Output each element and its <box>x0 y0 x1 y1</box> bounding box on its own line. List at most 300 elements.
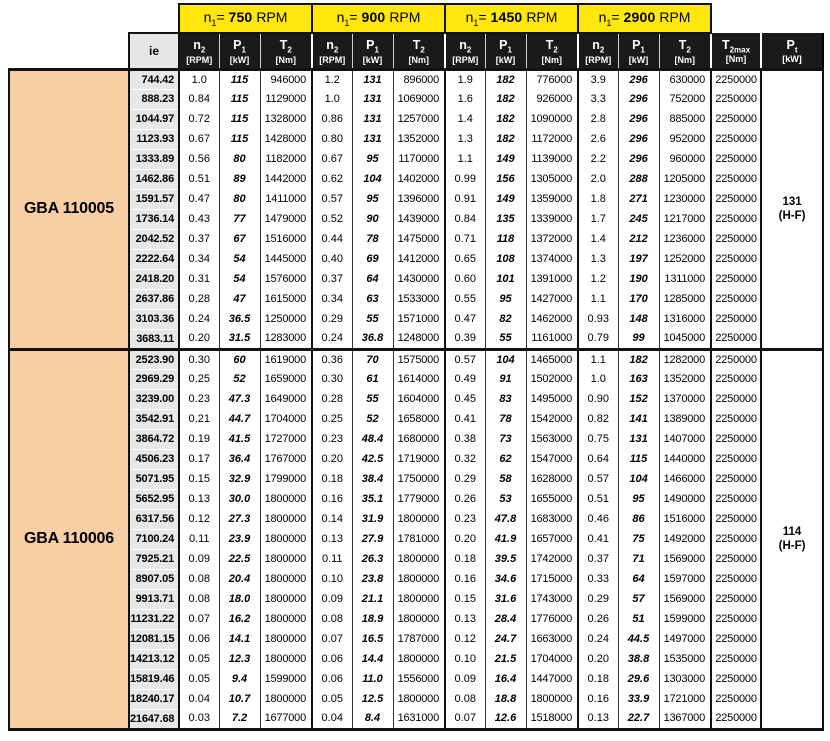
ie-value: 8907.05 <box>129 569 179 589</box>
t2max-value: 2250000 <box>711 689 761 709</box>
t2-value: 1628000 <box>526 469 578 489</box>
table-row <box>9 209 823 229</box>
t2-value: 1800000 <box>393 509 445 529</box>
p1-value: 63 <box>352 289 393 309</box>
n2-value: 0.23 <box>312 429 352 449</box>
n2-value: 0.37 <box>312 269 352 289</box>
n2-value: 0.40 <box>312 249 352 269</box>
unit-label: [Nm] <box>408 54 429 65</box>
p1-value: 54 <box>219 249 260 269</box>
p1-value: 182 <box>485 109 526 129</box>
ie-value: 1591.57 <box>129 189 179 209</box>
t2max-value: 2250000 <box>711 609 761 629</box>
n2-value: 0.05 <box>179 649 219 669</box>
p1-value: 152 <box>618 389 659 409</box>
p1-value: 7.2 <box>219 709 260 729</box>
n2-value: 1.1 <box>578 349 618 369</box>
col-symbol: $T_2$ <box>412 38 425 55</box>
n2-value: 0.72 <box>179 109 219 129</box>
n2-value: 0.18 <box>312 469 352 489</box>
t2-value: 1800000 <box>260 689 312 709</box>
n2-value: 0.26 <box>445 489 485 509</box>
n2-value: 2.6 <box>578 129 618 149</box>
n2-value: 0.67 <box>179 129 219 149</box>
n2-value: 0.84 <box>445 209 485 229</box>
n2-value: 0.05 <box>179 669 219 689</box>
n2-value: 0.21 <box>179 409 219 429</box>
t2-value: 1800000 <box>260 509 312 529</box>
t2max-value: 2250000 <box>711 449 761 469</box>
n2-value: 0.71 <box>445 229 485 249</box>
ie-value: 1123.93 <box>129 129 179 149</box>
t2-value: 1677000 <box>260 709 312 729</box>
t2-value: 1205000 <box>659 169 711 189</box>
n2-value: 0.05 <box>312 689 352 709</box>
t2-value: 1352000 <box>393 129 445 149</box>
t2-value: 1663000 <box>526 629 578 649</box>
p1-value: 55 <box>352 389 393 409</box>
p1-value: 95 <box>352 149 393 169</box>
t2max-value: 2250000 <box>711 369 761 389</box>
n2-value: 0.14 <box>312 509 352 529</box>
n2-value: 0.52 <box>312 209 352 229</box>
p1-value: 54 <box>219 269 260 289</box>
t2max-value: 2250000 <box>711 269 761 289</box>
ie-value: 3542.91 <box>129 409 179 429</box>
p1-value: 115 <box>219 69 260 89</box>
t2-value: 1412000 <box>393 249 445 269</box>
n2-value: 0.11 <box>312 549 352 569</box>
p1-value: 30.0 <box>219 489 260 509</box>
col-symbol: $P_t$ <box>786 37 798 55</box>
unit-label: [Nm] <box>541 54 562 65</box>
p1-value: 23.8 <box>352 569 393 589</box>
table-row <box>9 389 823 409</box>
n2-value: 1.0 <box>312 89 352 109</box>
t2-value: 1800000 <box>393 589 445 609</box>
n2-value: 1.4 <box>445 109 485 129</box>
t2-value: 1283000 <box>260 329 312 349</box>
p1-value: 95 <box>618 489 659 509</box>
n2-value: 0.15 <box>445 589 485 609</box>
p1-value: 163 <box>618 369 659 389</box>
ie-value: 18240.17 <box>129 689 179 709</box>
n2-value: 1.0 <box>179 69 219 89</box>
t2-value: 1767000 <box>260 449 312 469</box>
p1-value: 36.8 <box>352 329 393 349</box>
n2-value: 0.30 <box>179 349 219 369</box>
unit-label: [kW] <box>229 54 250 65</box>
t2-value: 1800000 <box>260 529 312 549</box>
t2-value: 1597000 <box>659 569 711 589</box>
t2-value: 1311000 <box>659 269 711 289</box>
t2-value: 1614000 <box>393 369 445 389</box>
t2-value: 1658000 <box>393 409 445 429</box>
table-row <box>9 169 823 189</box>
t2-value: 630000 <box>659 69 711 89</box>
p1-value: 47.8 <box>485 509 526 529</box>
n2-value: 0.06 <box>312 649 352 669</box>
n2-value: 0.06 <box>179 629 219 649</box>
t2-value: 1776000 <box>526 609 578 629</box>
t2-value: 1250000 <box>260 309 312 329</box>
p1-value: 95 <box>352 189 393 209</box>
p1-value: 48.4 <box>352 429 393 449</box>
n2-value: 0.26 <box>578 609 618 629</box>
unit-label: [RPM] <box>186 54 213 65</box>
top-right-blank <box>711 4 823 33</box>
t2max-value: 2250000 <box>711 669 761 689</box>
ie-value: 9913.71 <box>129 589 179 609</box>
t2-value: 1139000 <box>526 149 578 169</box>
t2-value: 1370000 <box>659 389 711 409</box>
t2max-value: 2250000 <box>711 389 761 409</box>
t2-value: 1389000 <box>659 409 711 429</box>
t2-value: 1430000 <box>393 269 445 289</box>
ie-value: 3683.11 <box>129 329 179 349</box>
n2-value: 0.13 <box>179 489 219 509</box>
p1-value: 288 <box>618 169 659 189</box>
n2-value: 2.0 <box>578 169 618 189</box>
ie-column-header: ie <box>129 33 179 69</box>
t2-value: 1518000 <box>526 709 578 729</box>
t2-value: 1655000 <box>526 489 578 509</box>
p1-value: 156 <box>485 169 526 189</box>
n2-value: 0.34 <box>312 289 352 309</box>
n2-value: 0.19 <box>179 429 219 449</box>
t2-value: 1372000 <box>526 229 578 249</box>
t2-value: 1407000 <box>659 429 711 449</box>
n2-value: 0.65 <box>445 249 485 269</box>
unit-label: [Nm] <box>674 54 696 65</box>
ie-value: 14213.12 <box>129 649 179 669</box>
n2-value: 1.8 <box>578 189 618 209</box>
p1-value: 20.4 <box>219 569 260 589</box>
p1-value: 32.9 <box>219 469 260 489</box>
t2-value: 1402000 <box>393 169 445 189</box>
n2-value: 0.08 <box>312 609 352 629</box>
n2-value: 0.41 <box>445 409 485 429</box>
p1-value: 86 <box>618 509 659 529</box>
p1-value: 12.5 <box>352 689 393 709</box>
t2-value: 1680000 <box>393 429 445 449</box>
n2-value: 0.57 <box>312 189 352 209</box>
p1-value: 149 <box>485 149 526 169</box>
t2-value: 960000 <box>659 149 711 169</box>
n2-value: 0.55 <box>445 289 485 309</box>
col-symbol: $P_1$ <box>499 38 512 55</box>
col-header-t2-750 <box>260 33 312 69</box>
t2-value: 1490000 <box>659 489 711 509</box>
n2-value: 1.6 <box>445 89 485 109</box>
t2-value: 1569000 <box>659 549 711 569</box>
ie-value: 744.42 <box>129 69 179 89</box>
p1-value: 70 <box>352 349 393 369</box>
ie-value: 5071.95 <box>129 469 179 489</box>
n2-value: 0.24 <box>312 329 352 349</box>
p1-value: 62 <box>485 449 526 469</box>
col-header-t2-1450 <box>526 33 578 69</box>
n2-value: 0.20 <box>312 449 352 469</box>
ie-value: 3239.00 <box>129 389 179 409</box>
t2max-value: 2250000 <box>711 709 761 729</box>
table-row <box>9 709 823 729</box>
n2-value: 0.09 <box>445 669 485 689</box>
n2-value: 0.75 <box>578 429 618 449</box>
col-header-t2-2900 <box>659 33 711 69</box>
n2-value: 0.04 <box>312 709 352 729</box>
p1-value: 149 <box>485 189 526 209</box>
unit-label: [kW] <box>362 54 383 65</box>
n2-value: 1.2 <box>578 269 618 289</box>
t2max-value: 2250000 <box>711 349 761 369</box>
table-row <box>9 689 823 709</box>
table-row <box>9 229 823 249</box>
p1-value: 148 <box>618 309 659 329</box>
ie-value: 3864.72 <box>129 429 179 449</box>
gearbox-ratings-table <box>8 3 824 731</box>
t2-value: 1182000 <box>260 149 312 169</box>
n2-value: 3.9 <box>578 69 618 89</box>
p1-value: 9.4 <box>219 669 260 689</box>
t2max-value: 2250000 <box>711 489 761 509</box>
n2-value: 0.03 <box>179 709 219 729</box>
p1-value: 41.9 <box>485 529 526 549</box>
t2-value: 1604000 <box>393 389 445 409</box>
table-row <box>9 289 823 309</box>
t2max-value: 2250000 <box>711 289 761 309</box>
n2-value: 0.13 <box>312 529 352 549</box>
n2-value: 0.28 <box>179 289 219 309</box>
t2-value: 1547000 <box>526 449 578 469</box>
p1-value: 131 <box>352 69 393 89</box>
col-symbol: $n_2$ <box>592 38 605 55</box>
unit-label: [kW] <box>628 54 649 65</box>
t2-value: 1427000 <box>526 289 578 309</box>
t2-value: 1396000 <box>393 189 445 209</box>
ie-value: 6317.56 <box>129 509 179 529</box>
t2-value: 1619000 <box>260 349 312 369</box>
t2-value: 1800000 <box>393 689 445 709</box>
col-symbol: $P_1$ <box>366 38 379 55</box>
p1-value: 53 <box>485 489 526 509</box>
p1-value: 52 <box>352 409 393 429</box>
col-header-n2-1450 <box>445 33 485 69</box>
t2max-value: 2250000 <box>711 129 761 149</box>
n2-value: 0.91 <box>445 189 485 209</box>
p1-value: 69 <box>352 249 393 269</box>
t2-value: 1285000 <box>659 289 711 309</box>
p1-value: 16.4 <box>485 669 526 689</box>
table-row <box>9 89 823 109</box>
ie-value: 5652.95 <box>129 489 179 509</box>
p1-value: 90 <box>352 209 393 229</box>
t2-value: 1374000 <box>526 249 578 269</box>
p1-value: 21.1 <box>352 589 393 609</box>
p1-value: 135 <box>485 209 526 229</box>
table-row <box>9 629 823 649</box>
p1-value: 16.5 <box>352 629 393 649</box>
p1-value: 118 <box>485 229 526 249</box>
t2max-value: 2250000 <box>711 229 761 249</box>
col-symbol: $P_1$ <box>632 38 645 55</box>
n2-value: 0.34 <box>179 249 219 269</box>
n2-value: 0.29 <box>445 469 485 489</box>
n2-value: 0.16 <box>445 569 485 589</box>
p1-value: 23.9 <box>219 529 260 549</box>
n2-value: 0.80 <box>312 129 352 149</box>
speed-group-header-2900: $n_1= 2900$ RPM <box>578 4 711 33</box>
p1-value: 29.6 <box>618 669 659 689</box>
unit-label: [Nm] <box>725 54 747 65</box>
n2-value: 0.07 <box>179 609 219 629</box>
t2-value: 1800000 <box>393 569 445 589</box>
t2-value: 1800000 <box>260 649 312 669</box>
t2-value: 1800000 <box>260 609 312 629</box>
t2-value: 1719000 <box>393 449 445 469</box>
t2-value: 1172000 <box>526 129 578 149</box>
n2-value: 0.32 <box>445 449 485 469</box>
unit-label: [RPM] <box>585 54 612 65</box>
t2-value: 1569000 <box>659 589 711 609</box>
t2-value: 885000 <box>659 109 711 129</box>
p1-value: 44.5 <box>618 629 659 649</box>
p1-value: 41.5 <box>219 429 260 449</box>
n2-value: 0.18 <box>578 669 618 689</box>
table-row <box>9 489 823 509</box>
p1-value: 78 <box>352 229 393 249</box>
p1-value: 182 <box>485 69 526 89</box>
col-header-n2-2900 <box>578 33 618 69</box>
t2-value: 952000 <box>659 129 711 149</box>
p1-value: 36.5 <box>219 309 260 329</box>
n2-value: 1.3 <box>578 249 618 269</box>
p1-value: 182 <box>485 89 526 109</box>
p1-value: 18.8 <box>485 689 526 709</box>
col-symbol: $T_2$ <box>279 38 292 55</box>
t2-value: 1479000 <box>260 209 312 229</box>
p1-value: 31.9 <box>352 509 393 529</box>
t2-value: 1069000 <box>393 89 445 109</box>
n2-value: 0.64 <box>578 449 618 469</box>
ie-value: 1333.89 <box>129 149 179 169</box>
col-header-pt <box>761 33 823 69</box>
table-row <box>9 509 823 529</box>
t2-value: 1328000 <box>260 109 312 129</box>
t2-value: 1657000 <box>526 529 578 549</box>
t2-value: 1466000 <box>659 469 711 489</box>
table-row <box>9 149 823 169</box>
t2-value: 1129000 <box>260 89 312 109</box>
t2-value: 1217000 <box>659 209 711 229</box>
t2-value: 1230000 <box>659 189 711 209</box>
t2-value: 1161000 <box>526 329 578 349</box>
speed-group-header-750: $n_1= 750$ RPM <box>179 4 312 33</box>
n2-value: 0.56 <box>179 149 219 169</box>
t2-value: 1090000 <box>526 109 578 129</box>
t2-value: 896000 <box>393 69 445 89</box>
table-row <box>9 349 823 369</box>
p1-value: 131 <box>352 89 393 109</box>
table-row <box>9 369 823 389</box>
p1-value: 101 <box>485 269 526 289</box>
p1-value: 104 <box>618 469 659 489</box>
n2-value: 0.30 <box>312 369 352 389</box>
t2-value: 1445000 <box>260 249 312 269</box>
pt-kw: 131 <box>782 195 802 208</box>
table-row <box>9 429 823 449</box>
t2-value: 1743000 <box>526 589 578 609</box>
t2-value: 1316000 <box>659 309 711 329</box>
t2-value: 1631000 <box>393 709 445 729</box>
model-label: GBA 110006 <box>9 349 129 729</box>
t2-value: 1599000 <box>659 609 711 629</box>
p1-value: 115 <box>219 129 260 149</box>
table-row <box>9 69 823 89</box>
p1-value: 296 <box>618 89 659 109</box>
n2-value: 0.60 <box>445 269 485 289</box>
p1-value: 38.4 <box>352 469 393 489</box>
ie-value: 2222.64 <box>129 249 179 269</box>
p1-value: 39.5 <box>485 549 526 569</box>
n2-value: 0.47 <box>445 309 485 329</box>
p1-value: 27.3 <box>219 509 260 529</box>
n2-value: 0.24 <box>578 629 618 649</box>
table-row <box>9 309 823 329</box>
t2max-value: 2250000 <box>711 649 761 669</box>
n2-value: 1.1 <box>578 289 618 309</box>
p1-value: 89 <box>219 169 260 189</box>
n2-value: 0.12 <box>179 509 219 529</box>
p1-value: 212 <box>618 229 659 249</box>
t2-value: 1303000 <box>659 669 711 689</box>
p1-value: 57 <box>618 589 659 609</box>
table-row <box>9 669 823 689</box>
t2-value: 1465000 <box>526 349 578 369</box>
n2-value: 0.13 <box>578 709 618 729</box>
t2max-value: 2250000 <box>711 169 761 189</box>
t2-value: 1516000 <box>260 229 312 249</box>
col-header-n2-750 <box>179 33 219 69</box>
p1-value: 8.4 <box>352 709 393 729</box>
n2-value: 0.38 <box>445 429 485 449</box>
n2-value: 0.06 <box>312 669 352 689</box>
t2max-value: 2250000 <box>711 429 761 449</box>
p1-value: 12.6 <box>485 709 526 729</box>
p1-value: 131 <box>352 129 393 149</box>
unit-label: [Nm] <box>275 54 296 65</box>
col-symbol: $n_2$ <box>193 38 206 55</box>
t2-value: 1556000 <box>393 669 445 689</box>
pt-value <box>761 349 823 729</box>
n2-value: 0.07 <box>445 709 485 729</box>
p1-value: 182 <box>485 129 526 149</box>
t2-value: 1475000 <box>393 229 445 249</box>
n2-value: 0.29 <box>312 309 352 329</box>
t2max-value: 2250000 <box>711 529 761 549</box>
n2-value: 0.08 <box>179 589 219 609</box>
t2-value: 1252000 <box>659 249 711 269</box>
t2-value: 1440000 <box>659 449 711 469</box>
t2-value: 1533000 <box>393 289 445 309</box>
n2-value: 0.67 <box>312 149 352 169</box>
t2-value: 1282000 <box>659 349 711 369</box>
t2max-value: 2250000 <box>711 409 761 429</box>
table-row <box>9 449 823 469</box>
table-row <box>9 549 823 569</box>
p1-value: 131 <box>618 429 659 449</box>
p1-value: 44.7 <box>219 409 260 429</box>
